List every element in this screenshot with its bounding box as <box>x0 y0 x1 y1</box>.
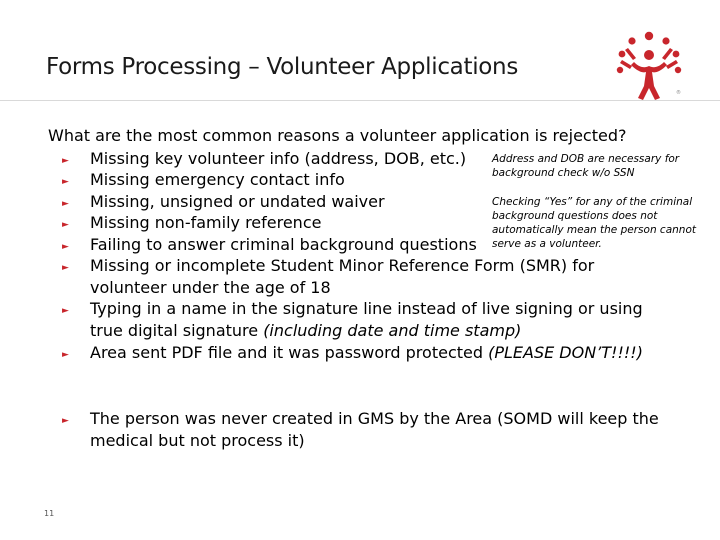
svg-text:®: ® <box>676 90 681 96</box>
triangle-bullet-icon: ► <box>62 242 69 252</box>
slide-title: Forms Processing – Volunteer Applications <box>46 54 519 80</box>
list-item <box>90 342 643 364</box>
signature-emphasis: (including date and time stamp) <box>263 321 522 340</box>
triangle-bullet-icon: ► <box>62 220 69 230</box>
triangle-bullet-icon: ► <box>62 350 69 360</box>
triangle-bullet-icon: ► <box>62 263 69 273</box>
list-item: The person was never created in GMS by the Area (SOMD will keep the <box>90 409 659 428</box>
criminal-note-line: automatically mean the person cannot <box>492 224 696 236</box>
list-item-continuation <box>90 320 521 342</box>
criminal-note-line: serve as a volunteer. <box>492 238 602 250</box>
criminal-note-line: Checking “Yes” for any of the criminal <box>492 196 693 208</box>
question-heading: What are the most common reasons a volunteer application is rejected? <box>48 126 627 145</box>
pdf-emphasis: (PLEASE DON’T!!!!) <box>488 343 643 362</box>
triangle-bullet-icon: ► <box>62 156 69 166</box>
list-item: Missing key volunteer info (address, DOB, etc.) <box>90 149 467 168</box>
pdf-text: Area sent PDF file and it was password protected <box>90 343 489 362</box>
dob-note-line: Address and DOB are necessary for <box>492 153 680 165</box>
list-item: Failing to answer criminal background questions <box>90 235 477 254</box>
list-item-continuation: volunteer under the age of 18 <box>90 278 331 297</box>
list-item: Missing, unsigned or undated waiver <box>90 192 385 211</box>
criminal-note-line: background questions does not <box>492 210 658 222</box>
list-item: Missing non-family reference <box>90 213 322 232</box>
signature-text: true digital signature <box>90 321 264 340</box>
list-item: Missing emergency contact info <box>90 170 345 189</box>
triangle-bullet-icon: ► <box>62 306 69 316</box>
page-number: 11 <box>44 509 55 518</box>
list-item: Missing or incomplete Student Minor Reference Form (SMR) for <box>90 256 595 275</box>
triangle-bullet-icon: ► <box>62 199 69 209</box>
triangle-bullet-icon: ► <box>62 416 69 426</box>
list-item: Typing in a name in the signature line instead of live signing or using <box>90 299 643 318</box>
list-item-continuation: medical but not process it) <box>90 431 305 450</box>
dob-note-line: background check w/o SSN <box>492 167 635 179</box>
triangle-bullet-icon: ► <box>62 177 69 187</box>
